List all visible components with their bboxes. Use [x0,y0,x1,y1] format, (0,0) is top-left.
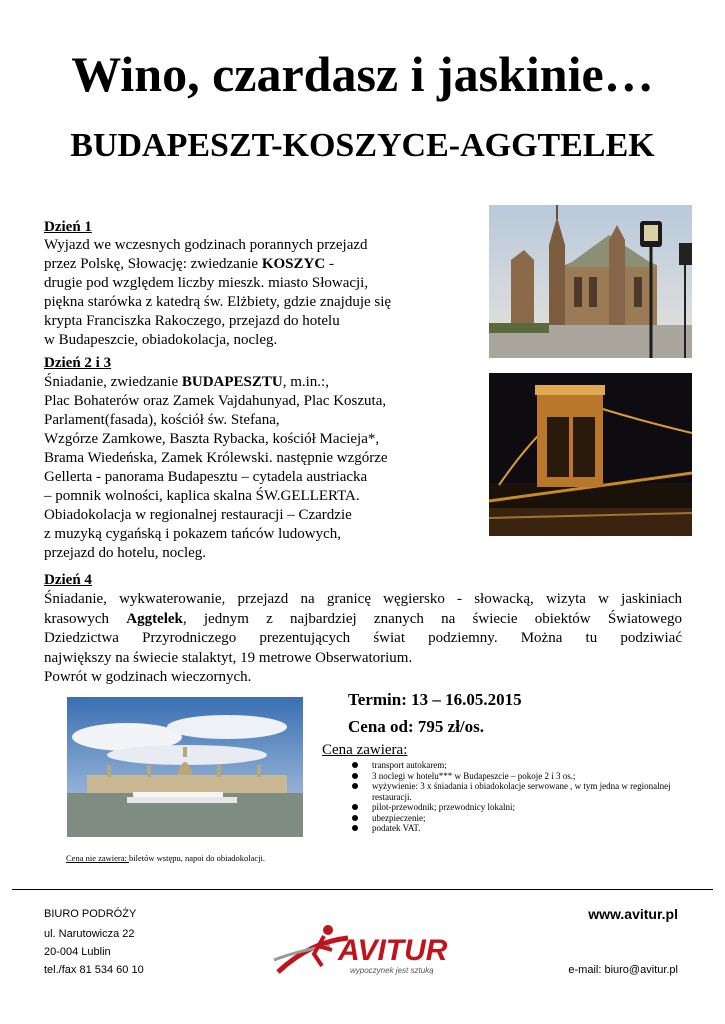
day4-line-3: Dziedzictwa Przyrodniczego prezentujących świat podziemny. Można tu podziwiać [44,630,682,646]
photo-kosice-cathedral [489,205,692,358]
day23-line-6: Gellerta - panorama Budapesztu – cytadela austriacka [44,469,368,485]
avitur-logo [270,920,460,984]
bullet-icon [352,825,358,831]
svg-text:AVITUR: AVITUR [338,934,448,967]
day4-line-2-a: krasowych [44,610,127,627]
day1-line-4: piękna starówka z katedrą św. Elżbiety, gdzie znajduje się [44,294,392,310]
list-item [350,771,680,782]
day23-line-1-a: Śniadanie, zwiedzanie [44,374,182,390]
day1-bold-city: KOSZYC [261,256,326,272]
trip-price: Cena od: 795 zł/os. [348,717,484,736]
footer-phone: tel./fax 81 534 60 10 [44,964,144,976]
day23-line-1 [44,373,388,392]
day23-text [44,373,388,563]
list-item-text: wyżywienie: 3 x śniadania i obiadokolacje serwowane , w tym jedna w regionalnej restauracji. [372,781,671,802]
day23-line-9: z muzyką cygańską i pokazem tańców ludowych, [44,526,341,542]
day4-line-1: Śniadanie, wykwaterowanie, przejazd na granicę węgiersko - słowacką, wizyta w jaskiniach [44,591,682,607]
day1-line-6: w Budapeszcie, obiadokolacja, nocleg. [44,332,278,348]
day23-line-3: Parlament(fasada), kościół św. Stefana, [44,412,280,428]
includes-list [350,760,680,834]
day23-line-8: Obiadokolacja w regionalnej restauracji – Czardzie [44,507,352,523]
day23-heading: Dzień 2 i 3 [44,355,112,371]
svg-text:wypoczynek jest sztuką: wypoczynek jest sztuką [350,966,434,975]
excludes-note [66,853,265,863]
list-item [350,813,680,824]
footer-email-link[interactable]: e-mail: biuro@avitur.pl [568,964,678,976]
day1-heading: Dzień 1 [44,219,92,235]
photo-parliament [67,697,303,837]
day1-line-2-a: przez Polskę, Słowację: zwiedzanie [44,256,262,272]
day4-line-5: Powrót w godzinach wieczornych. [44,669,252,685]
day1-text [44,236,391,350]
bullet-icon [352,783,358,789]
list-item-text: ubezpieczenie; [372,812,426,823]
day4-line-2-b: , jednym z najbardziej znanych na świecie obiektów Światowego [182,610,682,627]
bullet-icon [352,762,358,768]
day4-heading: Dzień 4 [44,572,92,588]
day4-bold-caves: Aggtelek [126,610,183,627]
day23-line-5: Brama Wiedeńska, Zamek Królewski. następnie wzgórze [44,450,388,466]
day23-bold-city: BUDAPESZTU [181,374,283,390]
footer-divider [12,889,713,890]
bullet-icon [352,773,358,779]
bullet-icon [352,815,358,821]
list-item-text: podatek VAT. [372,823,421,833]
page-title: Wino, czardasz i jaskinie… [71,46,654,102]
day23-line-4: Wzgórze Zamkowe, Baszta Rybacka, kościół Macieja*, [44,431,380,447]
day23-line-10: przejazd do hotelu, nocleg. [44,545,207,561]
day4-line-2 [44,610,682,630]
includes-heading: Cena zawiera: [322,742,408,758]
list-item-text: pilot-przewodnik; przewodnicy lokalni; [372,802,515,812]
excludes-text: biletów wstępu, napoi do obiadokolacji. [129,853,265,863]
day1-line-1: Wyjazd we wczesnych godzinach porannych przejazd [44,237,368,253]
photo-chain-bridge [489,373,692,536]
list-item [350,760,680,771]
day1-line-2-b: - [325,256,334,272]
day23-line-1-b: , m.in.:, [282,374,329,390]
footer-company: BIURO PODRÓŻY [44,908,137,920]
footer-street: ul. Narutowicza 22 [44,928,135,940]
page-subtitle: BUDAPESZT-KOSZYCE-AGGTELEK [70,127,655,164]
list-item [350,781,680,802]
list-item [350,802,680,813]
day1-line-5: krypta Franciszka Rakoczego, przejazd do hotelu [44,313,340,329]
bullet-icon [352,804,358,810]
footer-city: 20-004 Lublin [44,946,111,958]
day23-line-7: – pomnik wolności, kaplica skalna ŚW.GELLERTA. [44,488,360,504]
footer-website-link[interactable]: www.avitur.pl [588,906,678,922]
day1-line-3: drugie pod względem liczby mieszk. miasto Słowacji, [44,275,369,291]
day23-line-2: Plac Bohaterów oraz Zamek Vajdahunyad, Plac Koszuta, [44,393,387,409]
trip-dates: Termin: 13 – 16.05.2015 [348,690,522,709]
list-item [350,823,680,834]
day4-line-4: największy na świecie stalaktyt, 19 metrowe Obserwatorium. [44,649,413,666]
day1-line-2 [44,255,391,274]
list-item-text: transport autokarem; [372,760,447,770]
list-item-text: 3 noclegi w hotelu*** w Budapeszcie – pokoje 2 i 3 os.; [372,770,576,781]
day4-text [44,590,682,688]
excludes-label: Cena nie zawiera: [66,853,130,863]
